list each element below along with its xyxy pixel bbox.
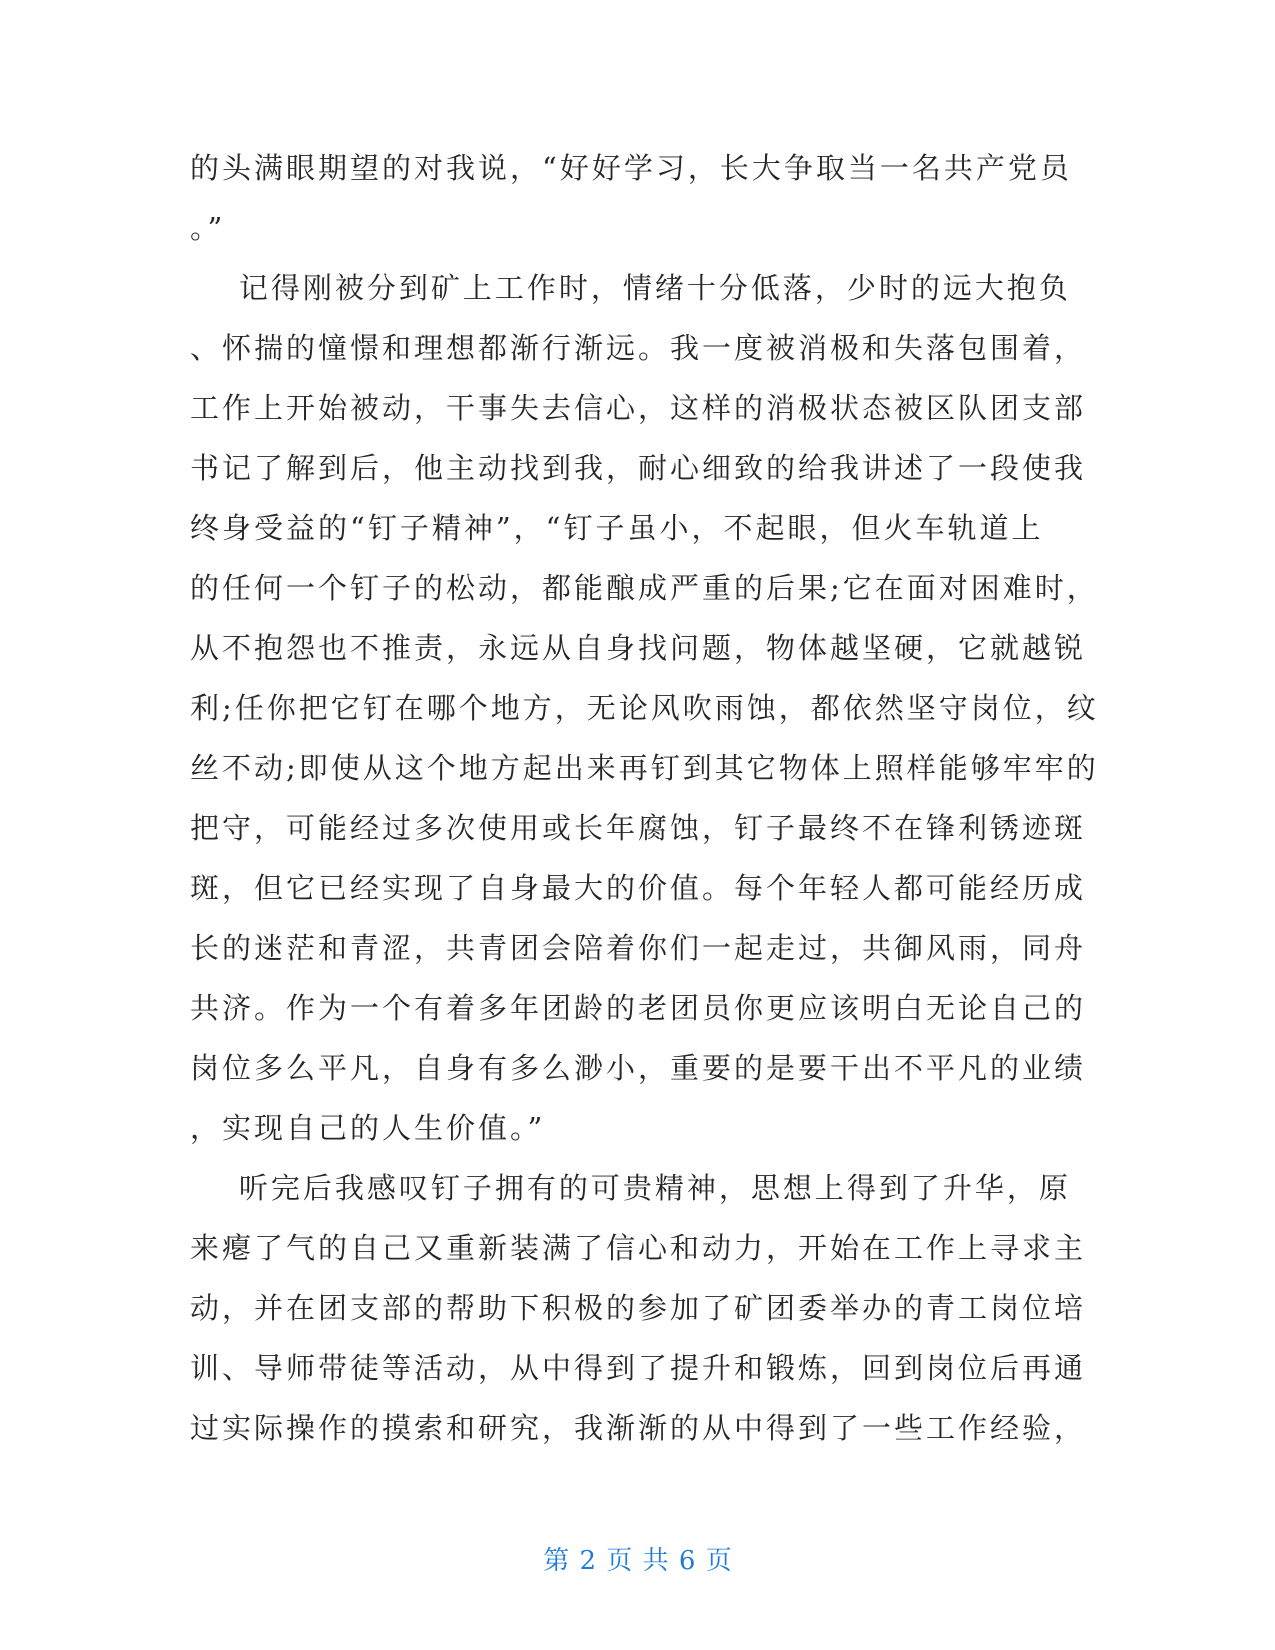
body-text [190,138,1099,1458]
text-line: 过实际操作的摸索和研究，我渐渐的从中得到了一些工作经验， [190,1411,1087,1445]
text-line: 。” [190,211,226,245]
text-line: 利;任你把它钉在哪个地方，无论风吹雨蚀，都依然坚守岗位，纹 [190,691,1099,725]
text-line: 岗位多么平凡，自身有多么渺小，重要的是要干出不平凡的业绩 [190,1051,1087,1085]
text-line: 书记了解到后，他主动找到我，耐心细致的给我讲述了一段使我 [190,451,1087,485]
text-line: 斑，但它已经实现了自身最大的价值。每个年轻人都可能经历成 [190,871,1087,905]
text-line: 训、导师带徒等活动，从中得到了提升和锻炼，回到岗位后再通 [190,1351,1087,1385]
text-line: 的任何一个钉子的松动，都能酿成严重的后果;它在面对困难时， [190,571,1099,605]
text-line: 、怀揣的憧憬和理想都渐行渐远。我一度被消极和失落包围着， [190,331,1087,365]
text-line: 来瘪了气的自己又重新装满了信心和动力，开始在工作上寻求主 [190,1231,1087,1265]
text-line: 丝不动;即使从这个地方起出来再钉到其它物体上照样能够牢牢的 [190,751,1099,785]
text-line: 长的迷茫和青涩，共青团会陪着你们一起走过，共御风雨，同舟 [190,931,1087,965]
text-line: ，实现自己的人生价值。” [190,1111,546,1145]
text-line: 动，并在团支部的帮助下积极的参加了矿团委举办的青工岗位培 [190,1291,1087,1325]
page-number-footer: 第 2 页 共 6 页 [543,1546,732,1576]
text-line: 记得刚被分到矿上工作时，情绪十分低落，少时的远大抱负 [190,271,1071,305]
text-line: 工作上开始被动，干事失去信心，这样的消极状态被区队团支部 [190,391,1087,425]
text-line: 的头满眼期望的对我说，“好好学习，长大争取当一名共产党员 [190,151,1072,185]
text-line: 听完后我感叹钉子拥有的可贵精神，思想上得到了升华，原 [190,1171,1071,1205]
text-line: 共济。作为一个有着多年团龄的老团员你更应该明白无论自己的 [190,991,1087,1025]
text-line: 把守，可能经过多次使用或长年腐蚀，钉子最终不在锋利锈迹斑 [190,811,1087,845]
text-line: 从不抱怨也不推责，永远从自身找问题，物体越坚硬，它就越锐 [190,631,1087,665]
text-line: 终身受益的“钉子精神”，“钉子虽小，不起眼，但火车轨道上 [190,511,1044,545]
